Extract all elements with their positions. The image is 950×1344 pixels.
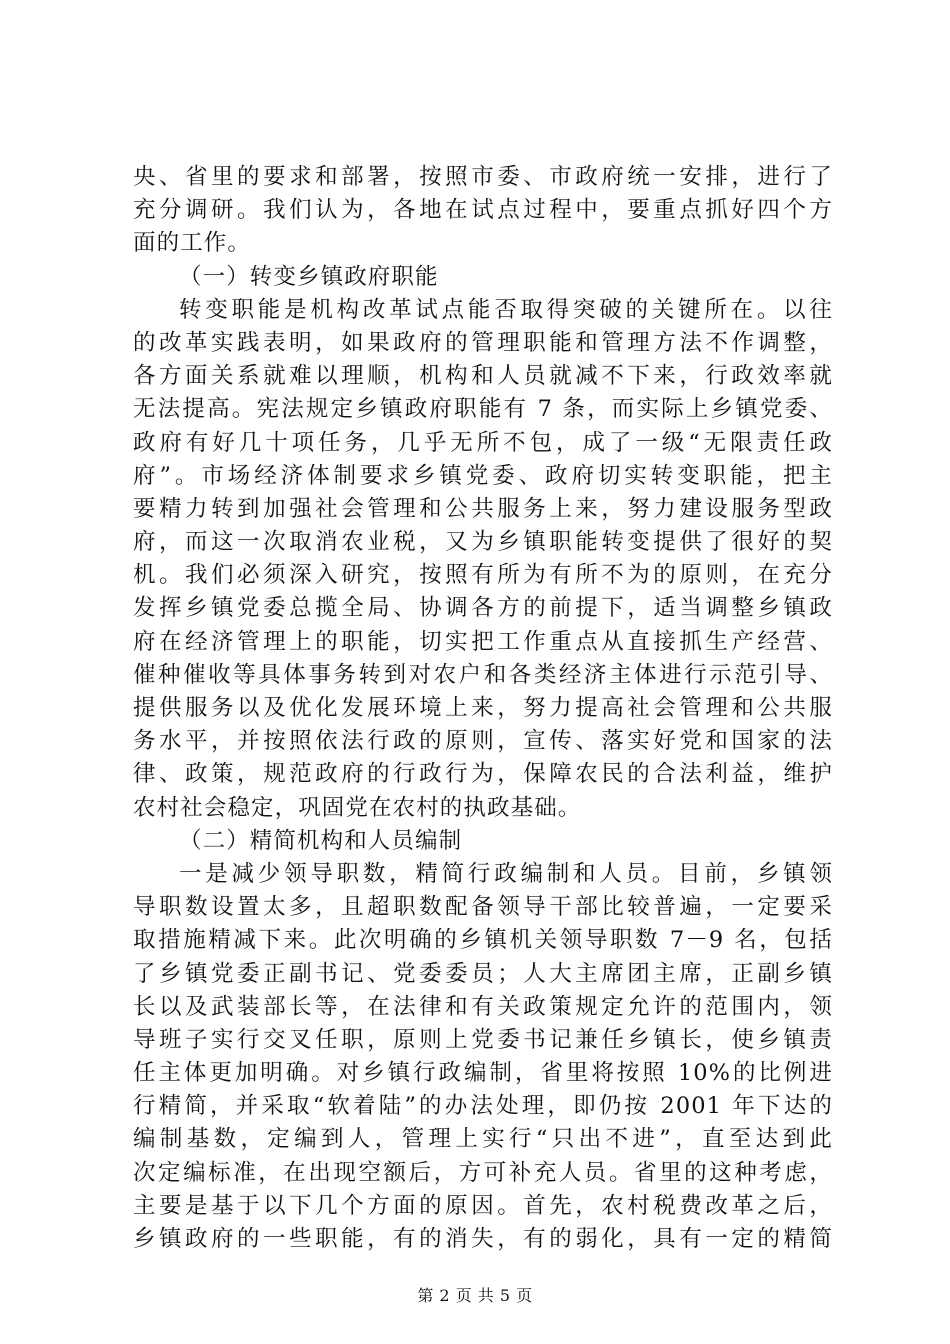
text-line: 提供服务以及优化发展环境上来，努力提高社会管理和公共服 — [133, 695, 833, 721]
text-line: 催种催收等具体事务转到对农户和各类经济主体进行示范引导、 — [133, 661, 833, 688]
document-body — [133, 161, 833, 1256]
text-line: 央、省里的要求和部署，按照市委、市政府统一安排，进行了 — [133, 164, 833, 190]
text-line: 府，而这一次取消农业税，又为乡镇职能转变提供了很好的契 — [133, 529, 833, 556]
text-line: 面的工作。 — [133, 230, 252, 257]
text-line: 导职数设置太多，且超职数配备领导干部比较普遍，一定要采 — [133, 894, 833, 921]
text-line: 的改革实践表明，如果政府的管理职能和管理方法不作调整， — [133, 329, 833, 356]
text-line: 一是减少领导职数，精简行政编制和人员。目前，乡镇领 — [179, 860, 833, 887]
section-heading: （一）转变乡镇政府职能 — [179, 263, 439, 290]
text-line: 府”。市场经济体制要求乡镇党委、政府切实转变职能，把主 — [133, 462, 833, 489]
text-line: 编制基数，定编到人，管理上实行“只出不进”，直至达到此 — [133, 1126, 833, 1153]
text-line: 主要是基于以下几个方面的原因。首先，农村税费改革之后， — [133, 1192, 833, 1219]
text-line: 农村社会稳定，巩固党在农村的执政基础。 — [133, 794, 582, 821]
section-heading: （二）精简机构和人员编制 — [179, 827, 463, 854]
text-line: 机。我们必须深入研究，按照有所为有所不为的原则，在充分 — [133, 562, 833, 589]
text-line: 乡镇政府的一些职能，有的消失，有的弱化，具有一定的精简 — [133, 1226, 833, 1252]
text-line: 充分调研。我们认为，各地在试点过程中，要重点抓好四个方 — [133, 197, 833, 224]
page-number-footer: 第 2 页 共 5 页 — [417, 1286, 533, 1305]
text-line: 无法提高。宪法规定乡镇政府职能有 7 条，而实际上乡镇党委、 — [133, 396, 833, 423]
text-line: 府在经济管理上的职能，切实把工作重点从直接抓生产经营、 — [133, 628, 833, 655]
text-line: 转变职能是机构改革试点能否取得突破的关键所在。以往 — [179, 296, 833, 323]
text-line: 务水平，并按照依法行政的原则，宣传、落实好党和国家的法 — [133, 728, 833, 755]
text-line: 取措施精减下来。此次明确的乡镇机关领导职数 7－9 名，包括 — [133, 927, 833, 954]
text-line: 要精力转到加强社会管理和公共服务上来，努力建设服务型政 — [133, 495, 833, 522]
text-line: 发挥乡镇党委总揽全局、协调各方的前提下，适当调整乡镇政 — [133, 595, 833, 622]
text-line: 导班子实行交叉任职，原则上党委书记兼任乡镇长，使乡镇责 — [133, 1026, 833, 1053]
text-line: 长以及武装部长等，在法律和有关政策规定允许的范围内，领 — [133, 993, 833, 1020]
text-line: 各方面关系就难以理顺，机构和人员就减不下来，行政效率就 — [133, 363, 833, 390]
text-line: 律、政策，规范政府的行政行为，保障农民的合法利益，维护 — [133, 761, 833, 788]
text-line: 行精简，并采取“软着陆”的办法处理，即仍按 2001 年下达的 — [133, 1093, 833, 1120]
text-line: 任主体更加明确。对乡镇行政编制，省里将按照 10%的比例进 — [133, 1060, 833, 1087]
text-line: 次定编标准，在出现空额后，方可补充人员。省里的这种考虑， — [133, 1159, 833, 1186]
text-line: 了乡镇党委正副书记、党委委员；人大主席团主席，正副乡镇 — [133, 960, 833, 987]
text-line: 政府有好几十项任务，几乎无所不包，成了一级“无限责任政 — [133, 429, 833, 456]
